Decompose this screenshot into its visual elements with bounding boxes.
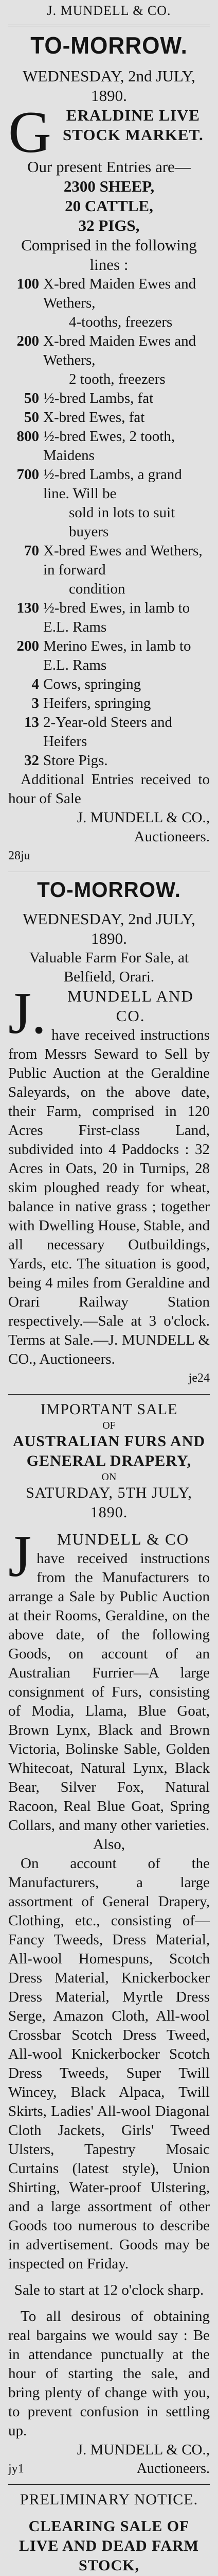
subtitle: Valuable Farm For Sale, at Belfield, Orari. [29, 950, 189, 985]
comprised-label: Comprised in the following lines : [21, 236, 197, 274]
list-item: sold in lots to suit buyers [69, 504, 175, 540]
list-item: 130 ½-bred Ewes, in lamb to E.L. Rams [16, 600, 190, 635]
entries-intro: Our present Entries are— [27, 158, 191, 176]
drop-cap: J [8, 1523, 32, 1589]
on-label: ON [101, 1471, 117, 1483]
list-item: 50 ½-bred Lambs, fat [24, 390, 154, 406]
firm-name: MUNDELL AND CO. [67, 987, 194, 1025]
body-block [8, 1523, 210, 1835]
list-item: 32 Store Pigs. [24, 752, 108, 769]
ad-code: 28ju [8, 849, 30, 862]
signature-row [8, 2460, 210, 2478]
list-item: 13 2-Year-old Steers and Heifers [24, 714, 172, 750]
list-item: 200 Merino Ewes, in lamb to E.L. Rams [16, 638, 191, 673]
headline: TO-MORROW. [37, 877, 181, 902]
ad-code: je24 [188, 1371, 210, 1385]
ad-furs-drapery [8, 1400, 210, 2478]
divider [8, 1394, 210, 1395]
ad-livestock-market [8, 31, 210, 866]
sale-date: WEDNESDAY, 2nd JULY, 1890. [23, 910, 195, 947]
market-title: ERALDINE LIVE STOCK MARKET. [63, 106, 204, 144]
signature: J. MUNDELL & CO., Auctioneers. [77, 809, 210, 845]
ad-body: To all desirous of obtaining real bargains we would say : Be in attendance punctually at the hour of starting the sale, and bring plenty of change with you, to prevent confusion in settling up. [8, 2308, 210, 2439]
ad-clearing-sale [8, 2490, 210, 2576]
list-item: 4 Cows, springing [31, 676, 141, 692]
sale-time: Sale to start at 12 o'clock sharp. [14, 2282, 204, 2298]
firm-name: MUNDELL & CO [57, 1530, 190, 1548]
also-label: Also, [93, 1836, 125, 1853]
sale-title: AUSTRALIAN FURS AND GENERAL DRAPERY, [12, 1433, 206, 1469]
list-item: 3 Heifers, springing [31, 695, 151, 711]
list-item: 700 ½-bred Lambs, a grand line. Will be [16, 466, 182, 502]
list-item: 200 X-bred Maiden Ewes and Wethers, [16, 333, 196, 368]
sale-date: WEDNESDAY, 2nd JULY, 1890. [23, 67, 195, 105]
ad-code: jy1 [8, 2462, 24, 2476]
sale-date: SATURDAY, 5TH JULY, 1890. [26, 1484, 192, 1521]
of-label: OF [102, 1420, 116, 1431]
stock-list [8, 275, 210, 770]
divider [8, 25, 210, 26]
list-item: 50 X-bred Ewes, fat [24, 409, 145, 426]
sale-title: CLEARING SALE OF LIVE AND DEAD FARM STOCK, [19, 2518, 199, 2574]
entry-pigs: 32 PIGS, [78, 216, 140, 234]
drop-cap: G [8, 99, 51, 165]
entry-cattle: 20 CATTLE, [65, 197, 153, 215]
drop-cap: J. [8, 980, 47, 1046]
list-item: 2 tooth, freezers [69, 371, 166, 387]
notice-heading: PRELIMINARY NOTICE. [20, 2491, 198, 2508]
divider [8, 2484, 210, 2485]
ad-body: On account of the Manufacturers, a large assortment of General Drapery, Clothing, etc., consisting of—Fancy Tweeds, Dress Material, All-wool Homespuns, Scotch Dress Material, Knickerbocker Dress Material, Myrtle Dress Serge, Amazon Cloth, All-wool Crossbar Scotch Dress Tweed, All-wool Knickerbocker Scotch Dress Tweeds, Super Twill Wincey, Black Alpaca, Twill Skirts, Ladies' All-wool Diagonal Cloth Jackets, Girls' Tweed Ulsters, Tapestry Mosaic Curtains (latest style), Union Shirting, Water-proof Ulstering, and a large assortment of other Goods too numerous to describe in advertisement. Goods may be inspected on Friday. [8, 1855, 210, 2272]
list-item: 4-tooths, freezers [69, 314, 173, 330]
additional-entries: Additional Entries received to hour of Sale [8, 771, 210, 807]
list-item: 800 ½-bred Ewes, 2 tooth, Maidens [16, 428, 175, 464]
ad-farm-for-sale [8, 877, 210, 1388]
newspaper-column [5, 3, 213, 2574]
list-item: 70 X-bred Ewes and Wethers, in forward [24, 543, 203, 578]
signature: J. MUNDELL & CO., [77, 2442, 210, 2458]
list-item: 100 X-bred Maiden Ewes and Wethers, [16, 276, 196, 311]
title-block [8, 99, 210, 165]
auctioneers-label: Auctioneers. [136, 2461, 210, 2477]
body-block [8, 980, 210, 1369]
ad-body: have received instructions from Messrs Seward to Sell by Public Auction at the Geraldine Saleyards, on the above date, their Farm, comprised in 120 Acres First-class Land, subdivided into 4 Paddocks : 32 Acres in Oats, 20 in Turnips, 28 skim ploughed ready for wheat, balance in native grass ; together with Dwelling House, Stable, and all necessary Outbuildings, Yards, etc. The situation is good, being 4 miles from Geraldine and Orari Railway Station respectively.—Sale at 3 o'clock. Terms at Sale.—J. MUNDELL & CO., Auctioneers. [8, 1027, 210, 1367]
list-item: condition [69, 581, 125, 597]
headline: TO-MORROW. [30, 32, 188, 59]
sale-heading: IMPORTANT SALE [40, 1401, 178, 1418]
masthead: J. MUNDELL & CO. [47, 3, 171, 18]
ad-body: have received instructions from the Manufacturers to arrange a Sale by Public Auction at their Rooms, Geraldine, on the above date, of the following Goods, on account of an Australian Furrier—A large consignment of Furs, consisting of Modia, Llama, Blue Goat, Brown Lynx, Black and Brown Victoria, Bolinske Sable, Golden Whitecoat, Natural Lynx, Black Bear, Silver Fox, Natural Racoon, Real Blue Goat, Spring Collars, and many other varieties. [8, 1550, 210, 1834]
entry-sheep: 2300 SHEEP, [63, 177, 155, 195]
